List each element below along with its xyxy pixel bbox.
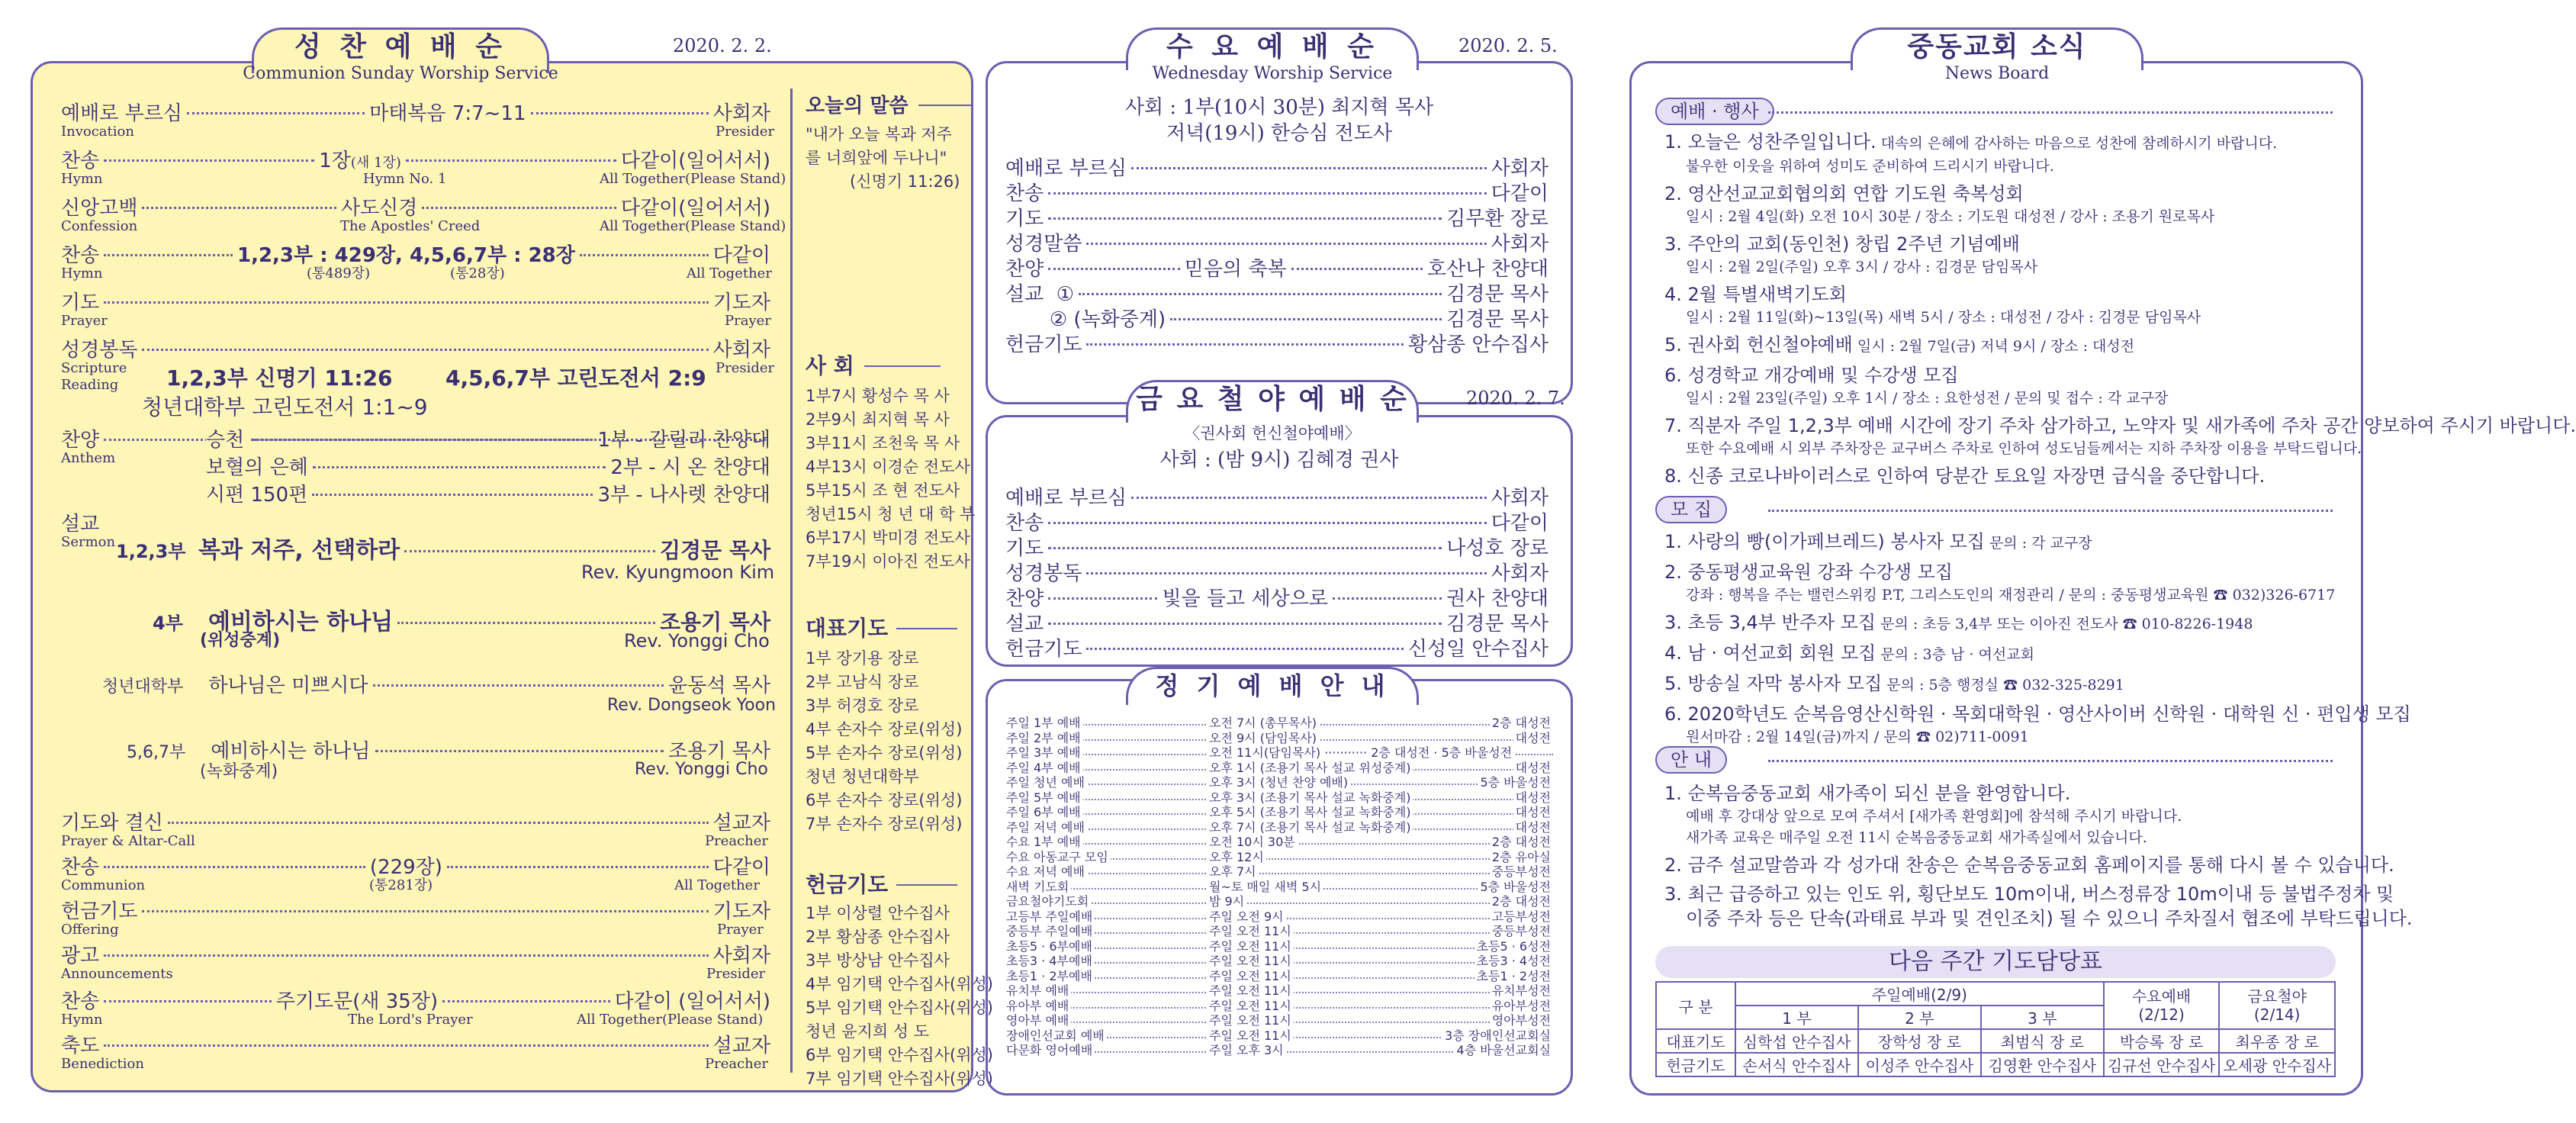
host-item: 2부9시 최지혁 목 사 — [806, 410, 950, 429]
news-item: 6. 2020학년도 순복음영산신학원 · 목회대학원 · 영산사이버 신학원 · 대학원 신 · 편입생 모집 원서마감 : 2월 14일(금)까지 / 문의 ☎ 02)711-0091 — [1664, 703, 2411, 745]
offer-item: 3부 방상남 안수집사 — [806, 951, 950, 970]
prayer-item: 7부 손자수 장로(위성) — [806, 815, 963, 833]
offering-prayer-list: 헌금기도 1부 이상렬 안수집사 2부 황삼종 안수집사 3부 방상남 안수집사 4부 임기택 안수집사(위성) 5부 임기택 안수집사(위성) 청년 윤지희 성 도 6부 임기택 안수집사(위성) 7부 임기택 안수집사(위성) — [806, 868, 993, 1091]
schedule-row: 주일 6부 예배 오후 5시 (조용기 목사 설교 녹화중계) 대성전 — [1004, 805, 1553, 820]
offer-item: 4부 임기택 안수집사(위성) — [806, 975, 993, 993]
prayer-duty-table-title: 다음 주간 기도담당표 — [1655, 946, 2336, 978]
prayer-duty-table: 구 분 주일예배(2/9) 수요예배 (2/12) 금요철야 (2/14) 1 부 2 부 3 부 대표기도 심학섭 안수집사 장학성 장 로 최범식 장 로 박승록 장 로 최우종 장 로 헌금기도 손서식 안수집사 이성주 안수집사 김영환 안수집사 김규선 안수집사 오세광 안수집사 — [1655, 981, 2336, 1077]
prayer-item: 1부 장기용 장로 — [806, 649, 919, 668]
friday-order-row: 성경봉독 사회자 — [1005, 562, 1548, 585]
news-subtitle: News Board — [1944, 64, 2050, 83]
prayer-item: 4부 손자수 장로(위성) — [806, 720, 963, 738]
order-scripture: 성경봉독 사회자 — [61, 339, 770, 362]
offer-item: 5부 임기택 안수집사(위성) — [806, 999, 993, 1017]
duty-cell: 손서식 안수집사 — [1735, 1053, 1858, 1076]
regular-title-tab: 정 기 예 배 안 내 — [1126, 667, 1419, 705]
order-hymn-1: 찬송 1장 (새 1장) 다같이(일어서서) — [61, 150, 771, 172]
host-item: 6부17시 박미경 전도사 — [806, 529, 970, 547]
host-item: 5부15시 조 현 전도사 — [806, 481, 960, 500]
prayer-item: 청년 청년대학부 — [806, 767, 919, 786]
friday-host: 사회 : (밤 9시) 김혜경 권사 — [1159, 449, 1399, 471]
anthem-3: 시편 150편 3부 - 나사렛 찬양대 — [206, 484, 770, 507]
news-guidance — [1664, 781, 2413, 935]
tag-recruitment: 모 집 — [1655, 496, 1727, 523]
schedule-row: 중등부 주일예배 주일 오전 11시 중등부성전 — [1004, 924, 1553, 939]
wednesday-order-row: 예배로 부르심 사회자 — [1005, 157, 1548, 180]
wednesday-order-row: 기도 김무환 장로 — [1005, 208, 1548, 230]
sermon-3: 청년대학부 하나님은 미쁘시다 윤동석 목사 — [102, 674, 770, 697]
duty-cell: 오세광 안수집사 — [2219, 1053, 2335, 1076]
schedule-row: 주일 5부 예배 오후 3시 (조용기 목사 설교 녹화중계) 대성전 — [1004, 790, 1553, 806]
offer-item: 7부 임기택 안수집사(위성) — [806, 1070, 993, 1088]
schedule-row: 주일 1부 예배 오전 7시 (총무목사) 2층 대성전 — [1004, 716, 1553, 731]
schedule-row: 금요철야기도회 밤 9시 2층 대성전 — [1004, 894, 1553, 909]
friday-date: 2020. 2. 7. — [1466, 388, 1565, 409]
sunday-subtitle: Communion Sunday Worship Service — [243, 64, 558, 83]
duty-cell: 장학성 장 로 — [1858, 1029, 1981, 1053]
schedule-row: 주일 3부 예배 오전 11시(담임목사) ··········· 2층 대성전 · 5층 바울성전 — [1004, 745, 1553, 761]
duty-cell: 김영환 안수집사 — [1981, 1053, 2104, 1076]
sunday-date: 2020. 2. 2. — [673, 35, 772, 56]
wednesday-order-row: 찬양 믿음의 축복 호산나 찬양대 — [1005, 258, 1548, 281]
news-item: 5. 권사회 헌신철야예배 일시 : 2월 7일(금) 저녁 9시 / 장소 : 대성전 — [1664, 334, 2135, 356]
host-item: 청년15시 청 년 대 학 부 — [806, 505, 976, 523]
order-hymn-2: 찬송 1,2,3부 : 429장, 4,5,6,7부 : 28장 다같이 — [61, 244, 770, 267]
order-prayer: 기도 기도자 — [61, 291, 770, 314]
prayer-item: 5부 손자수 장로(위성) — [806, 744, 963, 762]
word-line — [918, 105, 972, 106]
offer-item: 청년 윤지희 성 도 — [806, 1022, 930, 1041]
news-item: 1. 사랑의 빵(이가페브레드) 봉사자 모집 문의 : 각 교구장 — [1664, 531, 2092, 552]
schedule-row: 장애인선교회 예배 주일 오전 11시 3층 장애인선교회실 — [1004, 1028, 1553, 1044]
duty-cell: 헌금기도 — [1656, 1053, 1735, 1076]
schedule-row: 수요 아동교구 모임 오후 12시 2층 유아실 — [1004, 850, 1553, 865]
prayer-item: 6부 손자수 장로(위성) — [806, 791, 963, 809]
sermon-4: 5,6,7부 예비하시는 하나님 조용기 목사 — [127, 740, 770, 763]
tag-guidance: 안 내 — [1655, 746, 1727, 774]
wednesday-title-tab: 수 요 예 배 순 — [1126, 27, 1419, 70]
duty-cell: 심학섭 안수집사 — [1735, 1029, 1858, 1053]
schedule-row: 주일 2부 예배 오전 9시 (담임목사) 대성전 — [1004, 731, 1553, 746]
wednesday-order-row: 찬송 다같이 — [1005, 182, 1548, 205]
order-sermon: 설교 — [61, 513, 100, 536]
schedule-row: 영아부 예배 주일 오전 11시 영아부성전 — [1004, 1013, 1553, 1028]
tag-worship-events: 예배 · 행사 — [1655, 98, 1774, 125]
order-announcements: 광고 사회자 — [61, 944, 770, 967]
friday-order-row: 기도 나성호 장로 — [1005, 537, 1548, 560]
sunday-title: 성 찬 예 배 순 — [294, 31, 507, 63]
order-invocation: 예배로 부르심 마태복음 7:7~11 사회자 — [61, 102, 770, 125]
news-item: 2. 중동평생교육원 강좌 수강생 모집 강좌 : 행복을 주는 밸런스위킹 P.T, 그리스도인의 재정관리 / 문의 : 중동평생교육원 ☎ 032)326-6717 — [1664, 562, 2336, 603]
news-item: 8. 신종 코로나바이러스로 인하여 당분간 토요일 자장면 급식을 중단합니다. — [1664, 465, 2266, 487]
sermon-1: 1,2,3부 복과 저주, 선택하라 김경문 목사 — [116, 537, 770, 564]
order-communion-hymn: 찬송 (229장) 다같이 — [61, 856, 770, 879]
friday-order-row: 헌금기도 신성일 안수집사 — [1005, 638, 1548, 661]
order-lords-prayer: 찬송 주기도문(새 35장) 다같이 (일어서서) — [61, 990, 771, 1013]
host-list: 사 회 1부7시 황성수 목 사 2부9시 최지혁 목 사 3부11시 조천욱 목 사 4부13시 이경순 전도사 5부15시 조 현 전도사 청년15시 청 년 대 학 부 6부17시 박미경 전도사 7부19시 이아진 전도사 — [806, 349, 975, 574]
news-worship-events — [1664, 130, 2576, 493]
schedule-row: 수요 1부 예배 오전 10시 30분 2층 대성전 — [1004, 835, 1553, 850]
sunday-divider — [790, 88, 793, 1073]
news-item: 7. 직분자 주일 1,2,3부 예배 시간에 장기 주차 삼가하고, 노약자 및 새가족에 주차 공간 양보하여 주시기 바랍니다. 또한 수요예배 시 외부 주차장은 교구버스 주차로 인하여 성도님들께서는 지하 주차장 이용을 부탁드립니다. — [1664, 415, 2576, 457]
friday-order-row: 찬양 빛을 들고 세상으로 권사 찬양대 — [1005, 587, 1548, 610]
order-anthem: 찬양 — [61, 424, 770, 452]
duty-cell: 최범식 장 로 — [1981, 1029, 2104, 1053]
host-item: 1부7시 황성수 목 사 — [806, 387, 950, 405]
schedule-row: 고등부 주일예배 주일 오전 9시 고등부성전 — [1004, 909, 1553, 925]
news-item: 6. 성경학교 개강예배 및 수강생 모집 일시 : 2월 23일(주일) 오후 1시 / 장소 : 요한성전 / 문의 및 접수 : 각 교구장 — [1664, 365, 2169, 407]
wednesday-order-row: 성경말씀 사회자 — [1005, 233, 1548, 256]
rep-prayer-list: 대표기도 1부 장기용 장로 2부 고남식 장로 3부 허경호 장로 4부 손자수 장로(위성) 5부 손자수 장로(위성) 청년 청년대학부 6부 손자수 장로(위성) 7부 손자수 장로(위성) — [806, 612, 962, 836]
duty-cell: 김규선 안수집사 — [2104, 1053, 2220, 1076]
news-item: 2. 영산선교교회협의회 연합 기도원 축복성회 일시 : 2월 4일(화) 오전 10시 30분 / 장소 : 기도원 대성전 / 강사 : 조용기 원로목사 — [1664, 183, 2215, 225]
news-item: 4. 2월 특별새벽기도회 일시 : 2월 11일(화)~13일(목) 새벽 5시 / 장소 : 대성전 / 강사 : 김경문 담임목사 — [1664, 284, 2201, 326]
schedule-row: 주일 청년 예배 오후 3시 (청년 찬양 예배) 5층 바울성전 — [1004, 775, 1553, 790]
news-title-tab: 중동교회 소식 — [1851, 27, 2143, 70]
offer-item: 6부 임기택 안수집사(위성) — [806, 1046, 993, 1064]
schedule-row: 유아부 예배 주일 오전 11시 유아부성전 — [1004, 999, 1553, 1014]
host-item: 4부13시 이경순 전도사 — [806, 458, 970, 476]
news-item: 2. 금주 설교말씀과 각 성가대 찬송은 순복음중동교회 홈페이지를 통해 다시 볼 수 있습니다. — [1664, 854, 2394, 876]
wednesday-date: 2020. 2. 5. — [1458, 35, 1558, 56]
schedule-row: 다문화 영어예배 주일 오후 3시 4층 바울선교회실 — [1004, 1043, 1553, 1058]
prayer-item: 2부 고남식 장로 — [806, 673, 919, 691]
schedule-row: 주일 4부 예배 오후 1시 (조용기 목사 설교 위성중계) 대성전 — [1004, 761, 1553, 776]
anthem-2: 보혈의 은혜 2부 - 시 온 찬양대 — [206, 456, 770, 479]
news-recruitment — [1664, 529, 2411, 752]
wednesday-host: 사회 : 1부(10시 30분) 최지혁 목사 저녁(19시) 한승심 전도사 — [1124, 96, 1434, 145]
anthem-1: 승천 1부 - 갈릴리 찬양대 — [206, 424, 770, 452]
order-offering: 헌금기도 기도자 — [61, 900, 770, 923]
wednesday-subtitle: Wednesday Worship Service — [1152, 64, 1393, 83]
schedule-row: 새벽 기도회 월~토 매일 새벽 5시 5층 바울성전 — [1004, 880, 1553, 895]
news-item: 3. 최근 급증하고 있는 인도 위, 횡단보도 10m이내, 버스정류장 10m이내 등 불법주정차 및 이중 주차 등은 단속(과태료 부과 및 견인조치) 될 수 있으니 주차질서 협조에 부탁드립니다. — [1664, 883, 2413, 929]
prayer-item: 3부 허경호 장로 — [806, 697, 919, 715]
schedule-row: 초등5 · 6부예배 주일 오전 11시 초등5 · 6성전 — [1004, 939, 1553, 954]
friday-subtitle: 〈권사회 헌신철야예배〉 — [1184, 424, 1361, 442]
news-item: 1. 오늘은 성찬주일입니다. 대속의 은혜에 감사하는 마음으로 성찬에 참례하시기 바랍니다. 불우한 이웃을 위하여 성미도 준비하여 드리시기 바랍니다. — [1664, 131, 2278, 175]
todays-word: 오늘의 말씀 "내가 오늘 복과 저주 를 너희앞에 두나니" (신명기 11:26) — [806, 90, 972, 194]
order-altar-call: 기도와 결신 설교자 — [61, 812, 770, 835]
schedule-row: 주일 저녁 예배 오후 7시 (조용기 목사 설교 녹화중계) 대성전 — [1004, 820, 1553, 835]
news-item: 5. 방송실 자막 봉사자 모집 문의 : 5층 행정실 ☎ 032-325-8291 — [1664, 673, 2124, 694]
duty-cell: 박승록 장 로 — [2104, 1029, 2220, 1053]
news-item: 4. 남 · 여선교회 회원 모집 문의 : 3층 남 · 여선교회 — [1664, 642, 2034, 664]
host-item: 7부19시 이아진 전도사 — [806, 552, 970, 571]
schedule-row: 유치부 예배 주일 오전 11시 유치부성전 — [1004, 983, 1553, 999]
sermon-2: 4부 예비하시는 하나님 조용기 목사 — [153, 609, 770, 636]
host-item: 3부11시 조천욱 목 사 — [806, 434, 960, 452]
news-item: 3. 주안의 교회(동인천) 창립 2주년 기념예배 일시 : 2월 2일(주일) 오후 3시 / 강사 : 김경문 담임목사 — [1664, 233, 2038, 275]
news-item: 1. 순복음중동교회 새가족이 되신 분을 환영합니다. 예배 후 강대상 앞으로 모여 주셔서 [새가족 환영회]에 참석해 주시기 바랍니다. 새가족 교육은 매주일 오전 11시 순복음중동교회 새가족실에서 있습니다. — [1664, 783, 2182, 846]
offer-item: 1부 이상렬 안수집사 — [806, 904, 950, 922]
duty-cell: 이성주 안수집사 — [1858, 1053, 1981, 1076]
wednesday-order-row: ② (녹화중계) 김경문 목사 — [1005, 308, 1548, 331]
friday-order-row: 설교 김경문 목사 — [1005, 613, 1548, 636]
schedule-row: 수요 저녁 예배 오후 7시 중등부성전 — [1004, 864, 1553, 880]
friday-order-row: 예배로 부르심 사회자 — [1005, 487, 1548, 510]
schedule-row: 초등1 · 2부예배 주일 오전 11시 초등1 · 2성전 — [1004, 969, 1553, 984]
schedule-row: 초등3 · 4부예배 주일 오전 11시 초등3 · 4성전 — [1004, 954, 1553, 969]
duty-cell: 최우종 장 로 — [2219, 1029, 2335, 1053]
friday-order-row: 찬송 다같이 — [1005, 512, 1548, 535]
order-benediction: 축도 설교자 — [61, 1035, 770, 1057]
duty-cell: 대표기도 — [1656, 1029, 1735, 1053]
friday-title-tab: 금 요 철 야 예 배 순 — [1126, 380, 1419, 423]
order-confession: 신앙고백 사도신경 다같이(일어서서) — [61, 197, 771, 220]
news-item: 3. 초등 3,4부 반주자 모집 문의 : 초등 3,4부 또는 이아진 전도사 ☎ 010-8226-1948 — [1664, 612, 2253, 633]
wednesday-order-row: 설교 ① 김경문 목사 — [1005, 283, 1548, 306]
regular-schedule-list — [1004, 716, 1553, 1058]
offer-item: 2부 황삼종 안수집사 — [806, 928, 950, 946]
wednesday-order-row: 헌금기도 황삼종 안수집사 — [1005, 333, 1548, 356]
